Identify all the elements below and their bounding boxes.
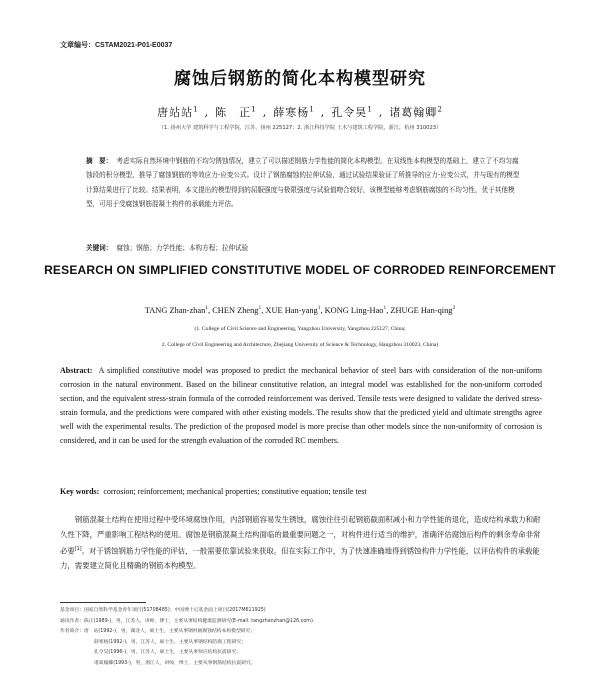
english-author: ZHUGE Han-qing$^2$ (390, 305, 456, 315)
chinese-keywords (86, 242, 520, 252)
footnotes (60, 606, 542, 670)
chinese-author: 薛寒杨$^1$ (273, 104, 315, 119)
chinese-affiliations: （1. 扬州大学 建筑科学与工程学院，江苏，扬州 225127；2. 浙江科技学院 土木与建筑工程学院，浙江，杭州 310023） (158, 125, 442, 131)
article-number: 文章编号：CSTAM2021-P01-E0037 (60, 42, 173, 49)
english-abstract (60, 364, 542, 448)
chinese-author: 陈 正$^1$ (215, 104, 257, 119)
english-abstract-label: Abstract: (60, 366, 93, 375)
english-affiliation-1: (1. College of Civil Science and Engineering, Yangzhou University, Yangzhou 225127, China; (194, 326, 406, 332)
chinese-author-list: 唐站站$^1$ , 陈 正$^1$ , 薛寒杨$^1$ , 孔令昊$^1$ , 诸葛翰卿$^2$ (157, 104, 443, 119)
english-author: XUE Han-yang$^1$ (265, 305, 321, 315)
chinese-author: 孔令昊$^1$ (331, 104, 373, 119)
english-title: RESEARCH ON SIMPLIFIED CONSTITUTIVE MODEL OF CORRODED REINFORCEMENT (44, 263, 556, 277)
footnote-rule (60, 602, 146, 603)
chinese-author: 唐站站$^1$ (157, 104, 199, 119)
chinese-keywords-text: 腐蚀；钢筋；力学性能；本构方程；拉伸试验 (116, 244, 249, 252)
footnote-author-bio: 孔令昊(1996-)，男，江苏人，硕士生，主要从事预应结构抗震研究； (94, 650, 242, 656)
english-author: TANG Zhan-zhan$^1$ (144, 305, 208, 315)
english-affiliation-2: 2. College of Civil Engineering and Architecture, Zhejiang University of Science & Technology, Hangzhou 310023, China) (161, 342, 439, 348)
english-keywords-text: corrosion; reinforcement; mechanical properties; constitutive equation; tensile test (103, 487, 367, 496)
chinese-keywords-label: 关键词： (86, 244, 113, 252)
footnote-author-bio: 诸葛翰卿(1993-)，男，浙江人，讲师，博士，主要从事钢筋结构抗震研究。 (94, 660, 256, 666)
body-paragraph: 钢筋混凝土结构在使用过程中受环境腐蚀作用，内部钢筋容易发生锈蚀，腐蚀往往引起钢筋截面积减小和力学性能的退化，造成结构承载力和耐久性下降，严重影响工程结构的使用。腐蚀是钢筋混凝土结构面临的最重要问题之一，对构件进行适当的维护，准确评估腐蚀后构件的剩余寿命非常必要[1]。对于锈蚀钢筋力学性能的评估，一般需要依靠试验来获取。但在实际工作中，为了快速准确地得到锈蚀构件力学性能，以评估构件的承载能力，需要建立简化且精确的钢筋本构模型。 (60, 515, 541, 570)
footnote-author-bio: 薛寒杨(1992-)，男，江苏人，硕士生，主要从事钢结构防腐工程研究； (94, 639, 246, 645)
english-keywords (60, 487, 542, 496)
english-keywords-label: Key words: (60, 487, 100, 496)
footnote-funding: 基金项目：国家自然科学基金青年项目(51708485)；中国博士后基金面上项目(2017M611925) (60, 608, 266, 613)
chinese-abstract-text: 考虑实际自然环境中钢筋的不均匀锈蚀情况，建立了可以描述钢筋力学性能的简化本构模型。在双线性本构模型的基础上，建立了不均匀腐蚀段的积分模型，推导了腐蚀钢筋的等效应力-应变公式。设计了钢筋腐蚀的拉伸试验，通过试验结果验证了所推导的应力-应变公式，并与现有的模型计算结果进行了比较。结果表明，本文提出的模型得到的屈服强度与极限强度与试验值吻合较好，该模型能够考虑钢筋腐蚀的不均匀性，优于其他模型，可用于受腐蚀钢筋混凝土构件的承载能力评估。 (86, 157, 520, 209)
english-abstract-text: A simplified constitutive model was proposed to predict the mechanical behavior of steel bars with consideration of the non-uniform corrosion in the natural environment. Based on the bilinear constitutive relation, an integral model was established for the non-uniform corroded section, and the equivalent stress-strain formula of the corroded reinforcement was derived. Tensile tests were designed to validate the derived stress-strain formula, and the predictions were compared with other existing models. The results show that the predicted yield and ultimate strengths agree well with the experimental results. The prediction of the proposed model is more precise than other models since the non-uniformity of corrosion is considered, and it can be used for the strength evaluation of the corroded RC members. (60, 366, 542, 445)
english-author-list: TANG Zhan-zhan$^1$, CHEN Zheng$^1$, XUE Han-yang$^1$, KONG Ling-Hao$^1$, ZHUGE Han-qing$^2$ (144, 305, 456, 315)
citation-marker: [1] (74, 546, 82, 552)
footnote-author-bio: 作者简介：唐 站(1992-)，男，湖北人，硕士生，主要从事钢材耐腐蚀结构本构模型研究； (60, 629, 256, 635)
english-author: CHEN Zheng$^1$ (212, 305, 262, 315)
footnote-corresponding-author: 通讯作者：陈正(1989-)，男，江苏人，讲师，博士，主要从事结构健康监测研究(E-mail: tangzhanzhan@126.com). (60, 618, 315, 624)
chinese-abstract (86, 154, 520, 212)
chinese-author: 诸葛翰卿$^2$ (389, 104, 443, 119)
chinese-abstract-label: 摘 要： (86, 157, 113, 165)
chinese-title: 腐蚀后钢筋的简化本构模型研究 (174, 69, 426, 89)
english-author: KONG Ling-Hao$^1$ (324, 305, 387, 315)
